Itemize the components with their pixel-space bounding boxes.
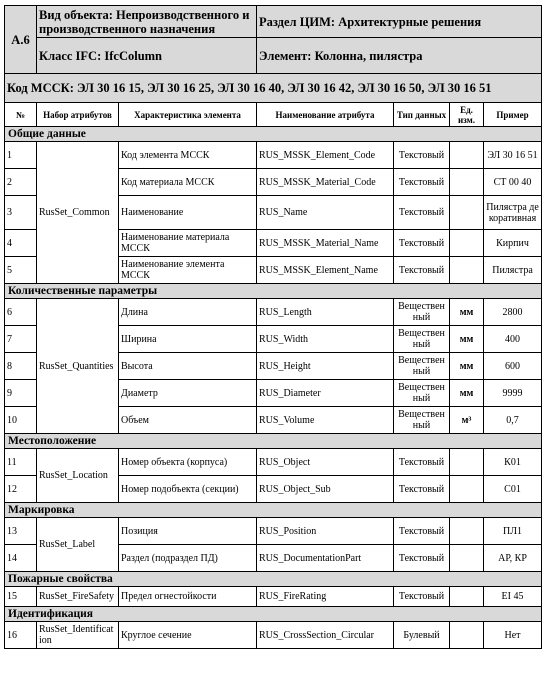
attribute-table (4, 5, 542, 649)
row-number: 5 (5, 257, 37, 284)
attribute-name: RUS_DocumentationPart (257, 545, 394, 572)
table-row (5, 449, 542, 476)
example-value: Нет (484, 622, 542, 649)
section-title: Общие данные (5, 127, 542, 142)
column-header: № (5, 103, 37, 127)
section-header-row (5, 127, 542, 142)
column-header-row (5, 103, 542, 127)
table-code: А.6 (5, 6, 37, 74)
data-type: Текстовый (394, 587, 450, 607)
section-title: Пожарные свойства (5, 572, 542, 587)
section-header-row (5, 572, 542, 587)
attribute-name: RUS_Object (257, 449, 394, 476)
attribute-name: RUS_MSSK_Element_Name (257, 257, 394, 284)
attribute-set: RusSet_Label (37, 518, 119, 572)
unit (450, 169, 484, 196)
element-characteristic: Ширина (119, 326, 257, 353)
example-value: Кирпич (484, 230, 542, 257)
section-title: Идентификация (5, 607, 542, 622)
unit (450, 230, 484, 257)
row-number: 2 (5, 169, 37, 196)
row-number: 15 (5, 587, 37, 607)
unit (450, 476, 484, 503)
example-value: EI 45 (484, 587, 542, 607)
element-characteristic: Наименование материала МССК (119, 230, 257, 257)
unit (450, 545, 484, 572)
example-value: С01 (484, 476, 542, 503)
column-header: Характеристика элемента (119, 103, 257, 127)
section-label: Раздел ЦИМ: Архитектурные решения (257, 6, 542, 38)
unit (450, 587, 484, 607)
data-type: Вещественный (394, 326, 450, 353)
data-type: Текстовый (394, 257, 450, 284)
unit: мм (450, 380, 484, 407)
data-type: Текстовый (394, 545, 450, 572)
row-number: 16 (5, 622, 37, 649)
example-value: 9999 (484, 380, 542, 407)
column-header: Пример (484, 103, 542, 127)
ifc-class: Класс IFC: IfcColumn (37, 38, 257, 74)
element-characteristic: Предел огнестойкости (119, 587, 257, 607)
attribute-name: RUS_Diameter (257, 380, 394, 407)
section-header-row (5, 503, 542, 518)
unit (450, 622, 484, 649)
unit (450, 449, 484, 476)
attribute-name: RUS_MSSK_Material_Code (257, 169, 394, 196)
attribute-name: RUS_FireRating (257, 587, 394, 607)
example-value: 600 (484, 353, 542, 380)
attribute-name: RUS_Name (257, 196, 394, 230)
attribute-name: RUS_MSSK_Material_Name (257, 230, 394, 257)
data-type: Вещественный (394, 353, 450, 380)
section-title: Маркировка (5, 503, 542, 518)
element-characteristic: Номер объекта (корпуса) (119, 449, 257, 476)
row-number: 14 (5, 545, 37, 572)
object-type: Вид объекта: Непроизводственного и производственного назначения (37, 6, 257, 38)
unit: м³ (450, 407, 484, 434)
attribute-document (4, 5, 541, 649)
data-type: Текстовый (394, 142, 450, 169)
attribute-set: RusSet_FireSafety (37, 587, 119, 607)
attribute-name: RUS_Height (257, 353, 394, 380)
attribute-set: RusSet_Identification (37, 622, 119, 649)
example-value: Пилястра (484, 257, 542, 284)
row-number: 13 (5, 518, 37, 545)
attribute-set: RusSet_Quantities (37, 299, 119, 434)
table-row (5, 622, 542, 649)
unit (450, 518, 484, 545)
column-header: Ед. изм. (450, 103, 484, 127)
header-row-3 (5, 74, 542, 103)
unit: мм (450, 353, 484, 380)
element-characteristic: Код материала МССК (119, 169, 257, 196)
data-type: Вещественный (394, 407, 450, 434)
attribute-set: RusSet_Location (37, 449, 119, 503)
column-header: Тип данных (394, 103, 450, 127)
unit (450, 257, 484, 284)
header-row-1 (5, 6, 542, 38)
row-number: 8 (5, 353, 37, 380)
table-body (5, 6, 542, 649)
data-type: Вещественный (394, 380, 450, 407)
row-number: 3 (5, 196, 37, 230)
row-number: 1 (5, 142, 37, 169)
example-value: 2800 (484, 299, 542, 326)
table-row (5, 299, 542, 326)
attribute-name: RUS_Width (257, 326, 394, 353)
element-characteristic: Длина (119, 299, 257, 326)
element-characteristic: Высота (119, 353, 257, 380)
example-value: 0,7 (484, 407, 542, 434)
row-number: 7 (5, 326, 37, 353)
attribute-name: RUS_Object_Sub (257, 476, 394, 503)
attribute-name: RUS_MSSK_Element_Code (257, 142, 394, 169)
data-type: Текстовый (394, 476, 450, 503)
unit (450, 142, 484, 169)
element-characteristic: Номер подобъекта (секции) (119, 476, 257, 503)
data-type: Текстовый (394, 196, 450, 230)
element-characteristic: Круглое сечение (119, 622, 257, 649)
table-row (5, 142, 542, 169)
example-value: К01 (484, 449, 542, 476)
row-number: 10 (5, 407, 37, 434)
mssk-codes: Код МССК: ЭЛ 30 16 15, ЭЛ 30 16 25, ЭЛ 30 16 40, ЭЛ 30 16 42, ЭЛ 30 16 50, ЭЛ 30 16 51 (5, 74, 542, 103)
attribute-name: RUS_Position (257, 518, 394, 545)
example-value: Пилястра декоративная (484, 196, 542, 230)
column-header: Наименование атрибута (257, 103, 394, 127)
element-characteristic: Позиция (119, 518, 257, 545)
column-header: Набор атрибутов (37, 103, 119, 127)
header-row-2 (5, 38, 542, 74)
element-characteristic: Раздел (подраздел ПД) (119, 545, 257, 572)
section-header-row (5, 434, 542, 449)
row-number: 11 (5, 449, 37, 476)
attribute-name: RUS_CrossSection_Circular (257, 622, 394, 649)
example-value: АР, КР (484, 545, 542, 572)
unit: мм (450, 299, 484, 326)
element-characteristic: Наименование (119, 196, 257, 230)
element-characteristic: Диаметр (119, 380, 257, 407)
data-type: Текстовый (394, 230, 450, 257)
example-value: СТ 00 40 (484, 169, 542, 196)
data-type: Вещественный (394, 299, 450, 326)
element-characteristic: Наименование элемента МССК (119, 257, 257, 284)
attribute-set: RusSet_Common (37, 142, 119, 284)
unit: мм (450, 326, 484, 353)
element-characteristic: Объем (119, 407, 257, 434)
example-value: ЭЛ 30 16 51 (484, 142, 542, 169)
section-title: Местоположение (5, 434, 542, 449)
table-row (5, 587, 542, 607)
unit (450, 196, 484, 230)
row-number: 12 (5, 476, 37, 503)
example-value: 400 (484, 326, 542, 353)
element-characteristic: Код элемента МССК (119, 142, 257, 169)
row-number: 9 (5, 380, 37, 407)
attribute-name: RUS_Length (257, 299, 394, 326)
row-number: 6 (5, 299, 37, 326)
table-row (5, 518, 542, 545)
section-title: Количественные параметры (5, 284, 542, 299)
attribute-name: RUS_Volume (257, 407, 394, 434)
section-header-row (5, 607, 542, 622)
data-type: Текстовый (394, 449, 450, 476)
row-number: 4 (5, 230, 37, 257)
element-label: Элемент: Колонна, пилястра (257, 38, 542, 74)
example-value: ПЛ1 (484, 518, 542, 545)
data-type: Текстовый (394, 169, 450, 196)
data-type: Текстовый (394, 518, 450, 545)
section-header-row (5, 284, 542, 299)
data-type: Булевый (394, 622, 450, 649)
